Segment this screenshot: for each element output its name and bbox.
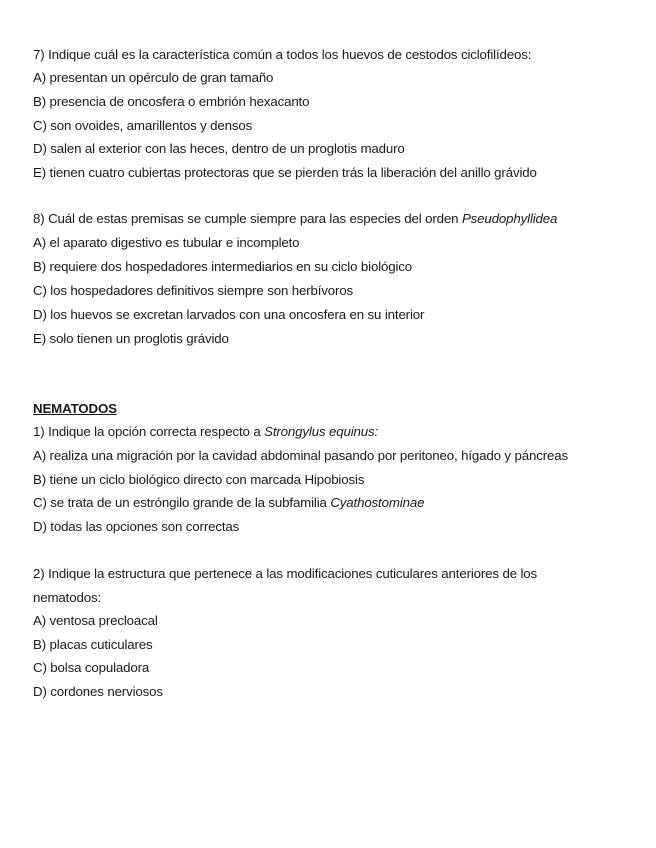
question-7-option-b: B) presencia de oncosfera o embrión hexacanto	[33, 94, 310, 109]
section-heading-nematodos: NEMATODOS	[33, 401, 117, 416]
nematodos-question-2-option-b: B) placas cuticulares	[33, 637, 153, 652]
nematodos-question-1-option-c-main: C) se trata de un estróngilo grande de la subfamilia	[33, 495, 331, 510]
question-8-option-c: C) los hospedadores definitivos siempre son herbívoros	[33, 283, 354, 298]
question-7-option-c: C) son ovoides, amarillentos y densos	[33, 118, 253, 133]
question-7-option-d: D) salen al exterior con las heces, dentro de un proglotis maduro	[33, 141, 405, 156]
question-8-text	[33, 211, 557, 227]
nematodos-question-1-text	[33, 424, 378, 440]
question-7-option-a: A) presentan un opérculo de gran tamaño	[33, 70, 274, 85]
nematodos-question-2-option-c: C) bolsa copuladora	[33, 660, 150, 675]
question-8-text-main: 8) Cuál de estas premisas se cumple siempre para las especies del orden	[33, 211, 462, 226]
nematodos-question-2-option-a: A) ventosa precloacal	[33, 613, 158, 628]
nematodos-question-1-option-b: B) tiene un ciclo biológico directo con marcada Hipobiosis	[33, 472, 365, 487]
question-8-option-d: D) los huevos se excretan larvados con una oncosfera en su interior	[33, 307, 425, 322]
nematodos-question-1-option-d: D) todas las opciones son correctas	[33, 519, 240, 534]
nematodos-question-1-option-c-subfamily: Cyathostominae	[330, 495, 425, 510]
question-8-option-a: A) el aparato digestivo es tubular e incompleto	[33, 235, 300, 250]
nematodos-question-1-species: Strongylus equinus:	[264, 424, 379, 439]
nematodos-question-2-text-line1: 2) Indique la estructura que pertenece a las modificaciones cuticulares anteriores de los	[33, 566, 538, 581]
nematodos-question-1-option-c	[33, 495, 424, 511]
question-8-option-e: E) solo tienen un proglotis grávido	[33, 331, 229, 346]
question-8-option-b: B) requiere dos hospedadores intermediarios en su ciclo biológico	[33, 259, 413, 274]
nematodos-question-2-text-line2: nematodos:	[33, 590, 101, 605]
nematodos-question-1-option-a: A) realiza una migración por la cavidad abdominal pasando por peritoneo, hígado y páncreas	[33, 448, 568, 463]
nematodos-question-1-main: 1) Indique la opción correcta respecto a	[33, 424, 265, 439]
question-7-option-e: E) tienen cuatro cubiertas protectoras que se pierden trás la liberación del anillo grávido	[33, 165, 537, 180]
nematodos-question-2-option-d: D) cordones nerviosos	[33, 684, 163, 699]
question-8-order-name: Pseudophyllidea	[461, 211, 558, 226]
question-7-text: 7) Indique cuál es la característica común a todos los huevos de cestodos ciclofilídeos:	[33, 47, 532, 62]
